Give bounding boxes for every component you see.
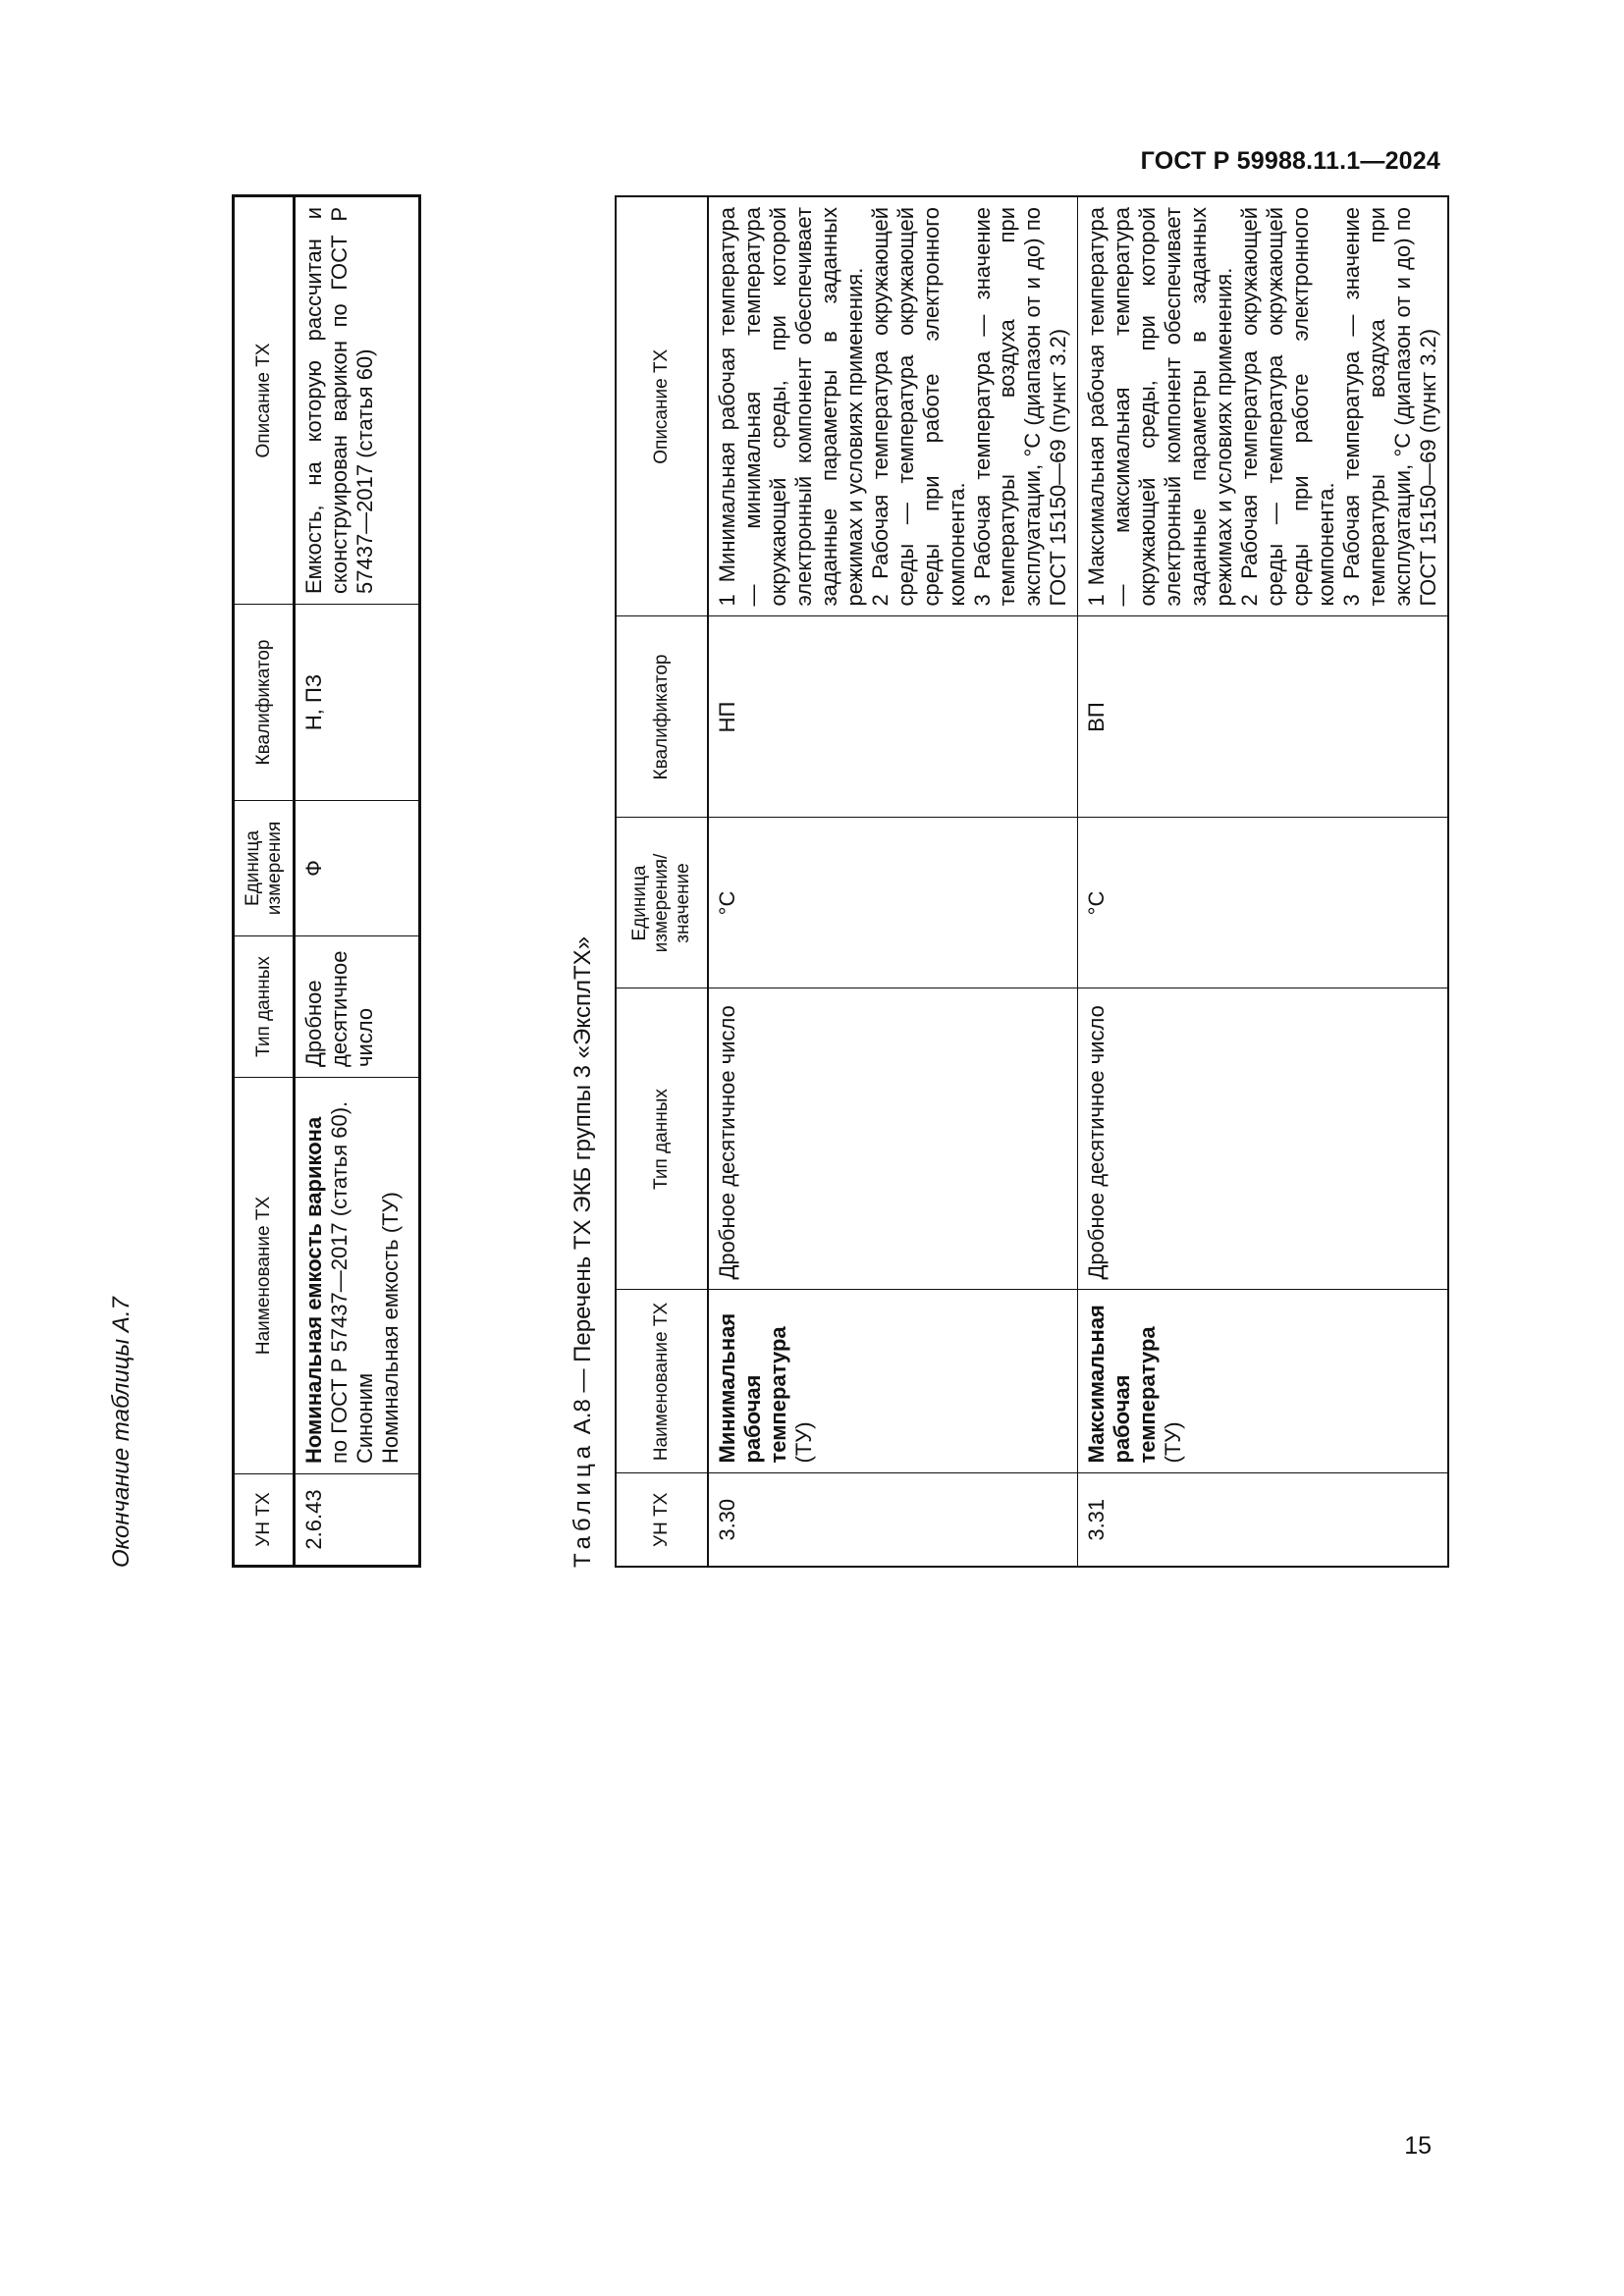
name-bold: Номинальная емкость варикона (301, 1116, 326, 1464)
col-header-unit: Единица измерения/значение (616, 818, 708, 988)
document-title: ГОСТ Р 59988.11.1—2024 (1140, 147, 1440, 175)
col-header-qualifier: Квалификатор (234, 605, 295, 801)
name-line: по ГОСТ Р 57437—2017 (статья 60). (326, 1100, 352, 1464)
col-header-name: Наименование ТХ (616, 1290, 708, 1473)
name-bold: Максимальная рабочая температура (1084, 1305, 1161, 1464)
cell-qualifier: Н, ПЗ (295, 605, 420, 801)
cell-qualifier: НП (708, 616, 1078, 818)
name-line: Номинальная емкость (ТУ) (377, 1192, 403, 1464)
cell-id: 2.6.43 (295, 1474, 420, 1567)
col-header-description: Описание ТХ (234, 196, 295, 605)
table-a7 (232, 194, 421, 1568)
name-rest: (ТУ) (1161, 1421, 1186, 1464)
cell-type: Дробное десятичное число (295, 936, 420, 1078)
cell-id: 3.31 (1078, 1473, 1448, 1567)
table-row (295, 196, 420, 1567)
cell-name (708, 1290, 1078, 1473)
cell-description (1078, 196, 1448, 616)
description-item: 2 Рабочая температура окружающей среды — температура окружающей среды при работе электронного компонента. (867, 207, 969, 607)
cell-type: Дробное десятичное число (1078, 988, 1448, 1290)
table-row (708, 196, 1078, 1567)
col-header-id: УН ТХ (234, 1474, 295, 1567)
cell-unit: °C (708, 818, 1078, 988)
table-a7-caption: Окончание таблицы А.7 (108, 1297, 135, 1568)
col-header-type: Тип данных (234, 936, 295, 1078)
cell-unit: °C (1078, 818, 1448, 988)
name-line: Синоним (352, 1372, 377, 1464)
description-item: 1 Минимальная рабочая температура — минимальная температура окружающей среды, при которой электронный компонент обеспечивает заданные параметры в заданных режимах и условиях применения. (715, 207, 867, 607)
table-a8-caption (569, 936, 597, 1568)
description-item: 1 Максимальная рабочая температура — максимальная температура окружающей среды, при которой электронный компонент обеспечивает заданные параметры в заданных режимах и условиях применения. (1084, 207, 1237, 607)
cell-qualifier: ВП (1078, 616, 1448, 818)
col-header-name: Наименование ТХ (234, 1078, 295, 1474)
table-a7-header (234, 196, 295, 1567)
name-bold: Минимальная рабочая температура (715, 1312, 790, 1464)
description-item: 3 Рабочая температура — значение температуры воздуха при эксплуатации, °C (диапазон от и до) по ГОСТ 15150—69 (пункт 3.2) (1338, 207, 1440, 607)
cell-type: Дробное десятичное число (708, 988, 1078, 1290)
col-header-description: Описание ТХ (616, 196, 708, 616)
cell-description: Емкость, на которую рассчитан и сконструирован варикон по ГОСТ Р 57437—2017 (статья 60) (295, 196, 420, 605)
cell-unit: Ф (295, 801, 420, 936)
col-header-id: УН ТХ (616, 1473, 708, 1567)
col-header-qualifier: Квалификатор (616, 616, 708, 818)
name-rest: (ТУ) (790, 1421, 816, 1464)
page-number: 15 (1404, 2132, 1432, 2160)
caption-rest: А.8 — Перечень ТХ ЭКБ группы 3 «ЭксплТХ» (569, 935, 596, 1435)
cell-id: 3.30 (708, 1473, 1078, 1567)
description-item: 2 Рабочая температура окружающей среды — температура окружающей среды при работе электронного компонента. (1237, 207, 1338, 607)
col-header-unit: Единица измерения (234, 801, 295, 936)
cell-name (1078, 1290, 1448, 1473)
table-a8 (615, 195, 1449, 1568)
table-a8-header (616, 196, 708, 1567)
table-row (1078, 196, 1448, 1567)
cell-name (295, 1078, 420, 1474)
cell-description (708, 196, 1078, 616)
col-header-type: Тип данных (616, 988, 708, 1290)
description-item: 3 Рабочая температура — значение температуры воздуха при эксплуатации, °C (диапазон от и до) по ГОСТ 15150—69 (пункт 3.2) (969, 207, 1071, 607)
caption-prefix: Таблица (569, 1440, 596, 1568)
